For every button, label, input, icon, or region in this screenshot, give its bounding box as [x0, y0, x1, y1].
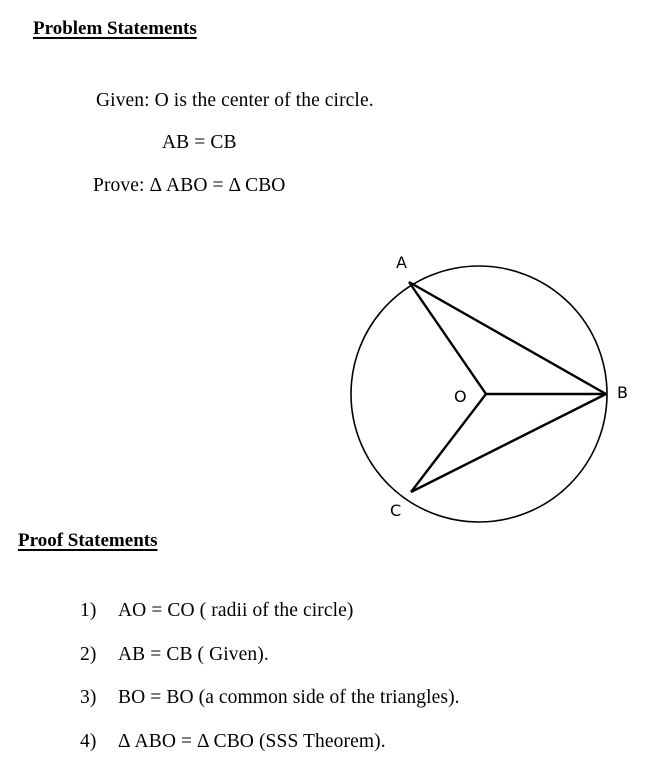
prove-line: Prove: Δ ABO = Δ CBO — [93, 175, 286, 196]
segment-ab — [409, 282, 606, 394]
proof-step — [80, 644, 269, 666]
proof-step-text: AO = CO ( radii of the circle) — [118, 600, 354, 621]
proof-step — [80, 600, 353, 622]
proof-step-text: AB = CB ( Given). — [118, 644, 269, 665]
proof-statements-heading: Proof Statements — [18, 530, 158, 551]
segment-co — [411, 394, 486, 492]
proof-step-text: Δ ABO = Δ CBO (SSS Theorem). — [118, 731, 386, 752]
proof-step-number: 2) — [80, 644, 97, 665]
problem-statements-heading: Problem Statements — [33, 18, 197, 39]
proof-step-number: 4) — [80, 731, 97, 752]
point-label-a: A — [396, 253, 407, 272]
segment-ao — [409, 282, 486, 394]
point-label-b: B — [617, 383, 628, 402]
point-label-o: O — [454, 387, 467, 406]
given-equality: AB = CB — [162, 132, 237, 153]
proof-step — [80, 731, 386, 753]
proof-step-number: 1) — [80, 600, 97, 621]
proof-step-text: BO = BO (a common side of the triangles). — [118, 687, 460, 708]
point-label-c: C — [390, 501, 402, 520]
geometry-diagram — [330, 240, 630, 530]
given-line: Given: O is the center of the circle. — [96, 90, 374, 111]
proof-step — [80, 687, 460, 709]
proof-step-number: 3) — [80, 687, 97, 708]
